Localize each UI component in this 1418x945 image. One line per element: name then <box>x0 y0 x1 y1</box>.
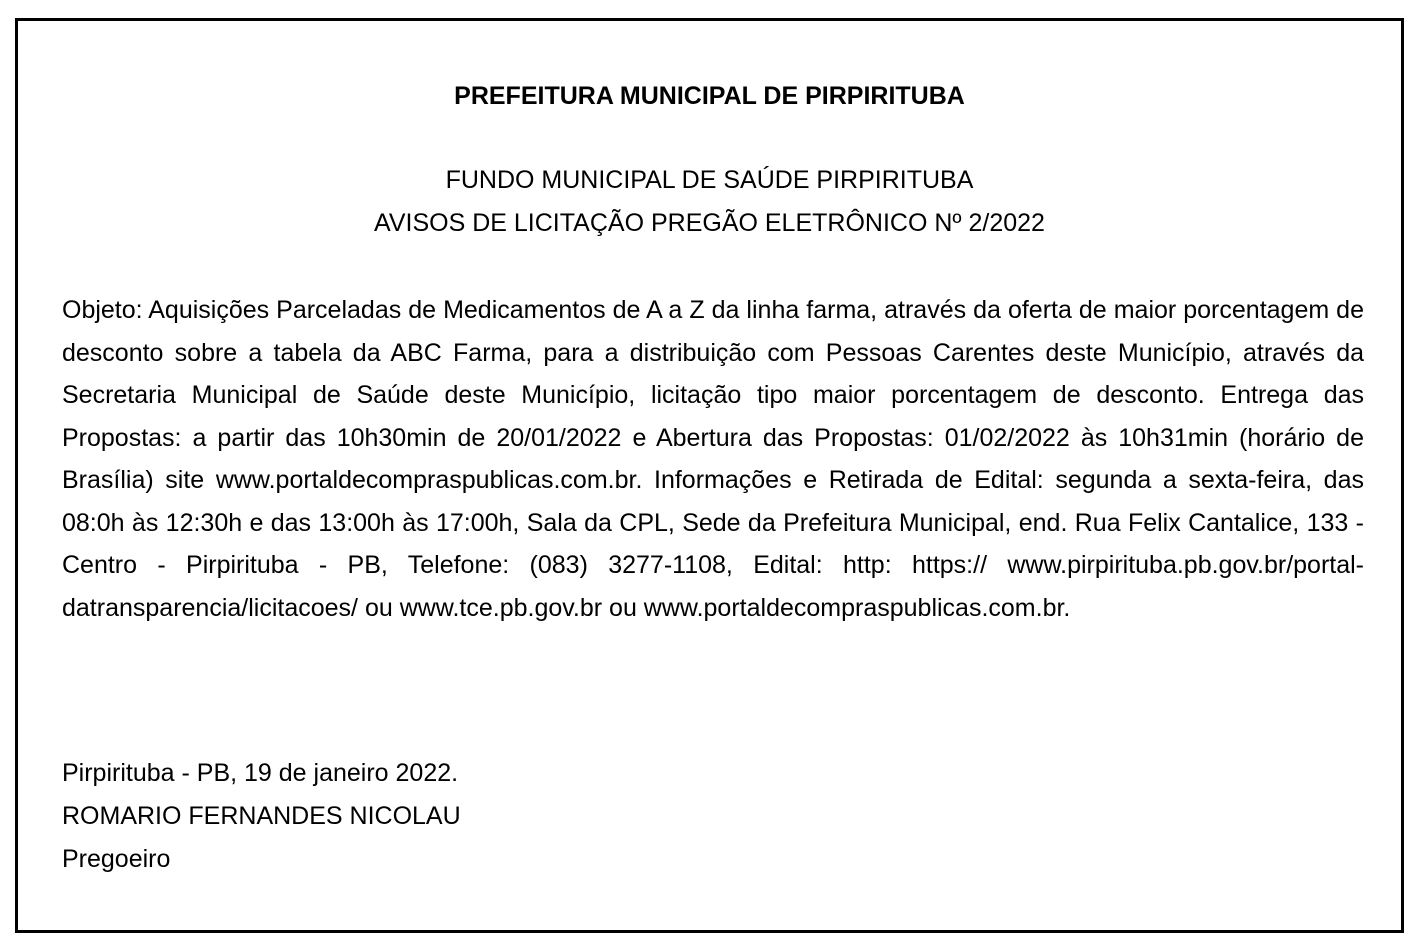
org-title: PREFEITURA MUNICIPAL DE PIRPIRITUBA <box>454 82 965 110</box>
notice-title: AVISOS DE LICITAÇÃO PREGÃO ELETRÔNICO Nº 2/2022 <box>374 209 1045 237</box>
notice-frame <box>15 18 1404 933</box>
place-date: Pirpirituba - PB, 19 de janeiro 2022. <box>62 759 459 787</box>
signer-name: ROMARIO FERNANDES NICOLAU <box>62 802 461 830</box>
signer-role: Pregoeiro <box>62 845 171 873</box>
notice-body: Objeto: Aquisições Parceladas de Medicamentos de A a Z da linha farma, através da oferta de maior porcentagem de desconto sobre a tabela da ABC Farma, para a distribuição com Pessoas Carentes deste Município, através da Secretaria Municipal de Saúde deste Município, licitação tipo maior porcentagem de desconto. Entrega das Propostas: a partir das 10h30min de 20/01/2022 e Abertura das Propostas: 01/02/2022 às 10h31min (horário de Brasília) site www.portaldecompraspublicas.com.br. Informações e Retirada de Edital: segunda a sexta-feira, das 08:0h às 12:30h e das 13:00h às 17:00h, Sala da CPL, Sede da Prefeitura Municipal, end. Rua Felix Cantalice, 133 - Centro - Pirpirituba - PB, Telefone: (083) 3277-1108, Edital: http: https:// www.pirpirituba.pb.gov.br/portal-datransparencia/licitacoes/ ou www.tce.pb.gov.br ou www.portaldecompraspublicas.com.br. <box>62 296 1364 622</box>
fund-name: FUNDO MUNICIPAL DE SAÚDE PIRPIRITUBA <box>445 166 974 194</box>
